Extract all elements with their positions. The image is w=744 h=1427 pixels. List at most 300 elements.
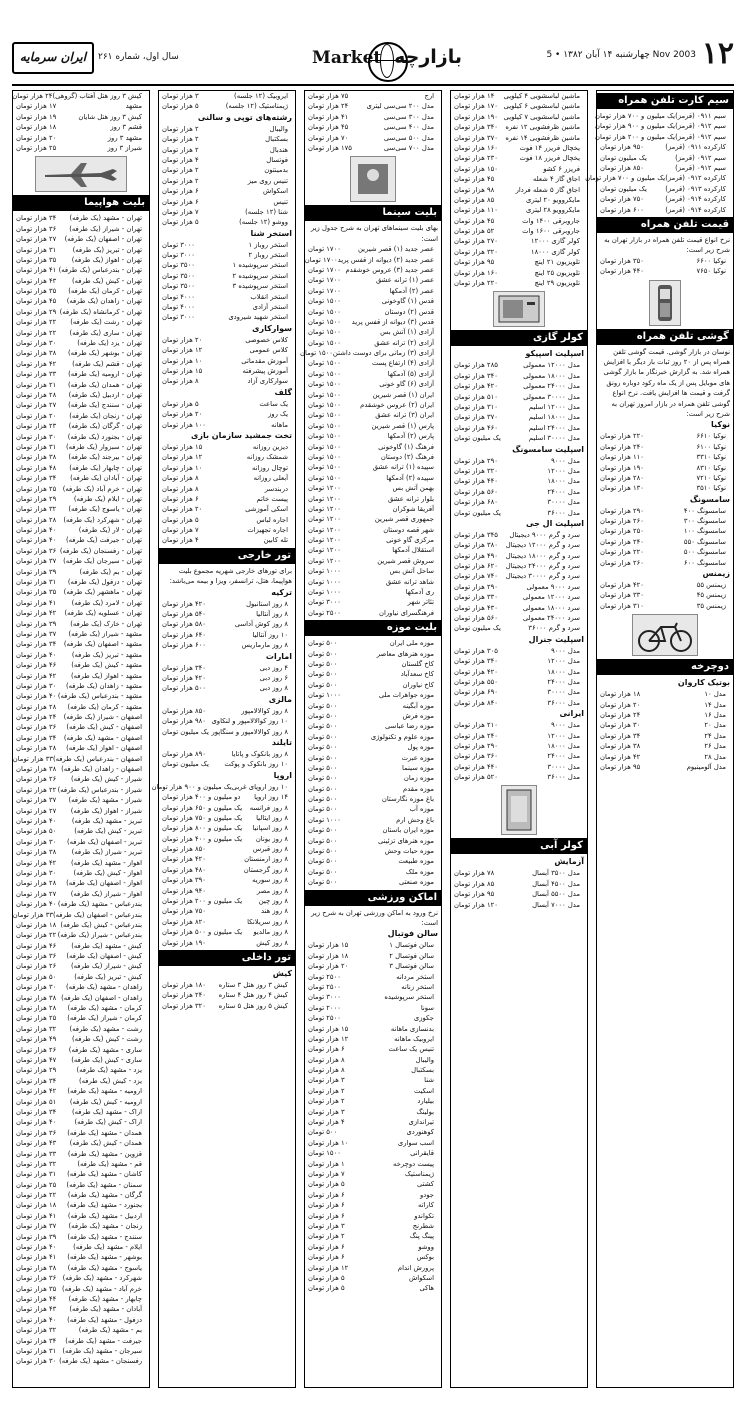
item-price: ۳۰ هزار تومان (600, 721, 641, 730)
subsection-title: تایلند (271, 737, 292, 747)
item-name: سالن فوتسال ۱ (389, 941, 434, 950)
price-row (13, 764, 149, 774)
price-row (305, 327, 441, 337)
price-row (159, 938, 295, 948)
item-price: ۱۵۰۰ تومان (308, 380, 341, 389)
item-name: سالن فوتسال ۳ (389, 962, 434, 971)
item-name: مدل ۱۸۰۰۰ معمولی (523, 371, 580, 380)
item-name: بوکس (416, 1253, 434, 1262)
price-row (159, 494, 295, 504)
price-row (159, 335, 295, 345)
item-price: ۵۰۰ تومان (308, 732, 338, 741)
item-name: آبادان - مشهد (یک طرفه) (69, 1305, 142, 1314)
item-name: اصفهان - بندرعباس (یک طرفه) (53, 754, 142, 763)
item-name: موزه ملی ایران (389, 639, 434, 648)
item-price: ۲۵۰۰ تومان (308, 972, 341, 981)
item-name: ۴ روز دبی (259, 663, 288, 672)
item-price: ۱۷۰۰ تومان (308, 265, 341, 274)
item-name: قایقرانی (410, 1149, 434, 1158)
item-price: ۱۸ هزار تومان (16, 123, 57, 132)
item-name: شیراز - اهواز (یک طرفه) (70, 806, 142, 815)
item-price: ۲ هزار تومان (308, 1097, 345, 1106)
item-price: ۲۶۰ هزار تومان (600, 517, 644, 526)
price-row (13, 286, 149, 296)
price-row (305, 1273, 441, 1283)
item-price: ۳۵ هزار تومان (16, 287, 57, 296)
item-name: تهران - آبادان (یک طرفه) (70, 474, 142, 483)
price-row (305, 112, 441, 122)
price-row (451, 91, 587, 101)
price-row (13, 265, 149, 275)
price-row (451, 153, 587, 163)
item-price: ۱۵۰۰ تومان (308, 328, 341, 337)
item-name: استخر سرپوشیده ۱ (232, 261, 288, 270)
item-price: ۴۰ هزار تومان (16, 1315, 57, 1324)
item-price: ۴ هزار تومان (308, 1118, 345, 1127)
price-row (451, 236, 587, 246)
item-price: ۱۵۰۰ تومان (308, 307, 341, 316)
item-price: ۶ هزار تومان (162, 494, 199, 503)
item-price: ۲۸ هزار تومان (16, 515, 57, 524)
item-name: تهران - زنجان (یک طرفه) (69, 411, 142, 420)
price-row (13, 1128, 149, 1138)
item-name: نوکیا ۳۳۱۰ (696, 453, 726, 462)
item-price: یک میلیون و ۷۰۰ هزار تومان (585, 174, 666, 183)
item-price: ۳۰۵ هزار تومان (454, 646, 498, 655)
item-price: ۱۸ هزار تومان (16, 1201, 57, 1210)
price-row (305, 307, 441, 317)
price-row (13, 380, 149, 390)
price-row (451, 101, 587, 111)
item-price: ۱۵۰۰ تومان (300, 349, 333, 358)
price-row (305, 1263, 441, 1273)
price-row (597, 558, 733, 568)
item-price: ۳۶ هزار تومان (16, 723, 57, 732)
price-row (159, 640, 295, 650)
price-row (305, 753, 441, 763)
item-price: ۵۰۰ تومان (308, 1128, 338, 1137)
item-price: ۲۲۰ هزار تومان (454, 279, 498, 288)
item-name: تهران - اردبیل (یک طرفه) (68, 390, 142, 399)
item-name: مشهد - شیراز (یک طرفه) (68, 629, 142, 638)
item-name: کولر گازی ۱۸۰۰۰ (530, 247, 580, 256)
price-row (159, 302, 295, 312)
item-price: ۹۵ هزار تومان (454, 258, 495, 267)
item-price: ۳۹ هزار تومان (16, 567, 57, 576)
item-price: یک میلیون و ۷۵۰ هزار تومان (162, 813, 243, 822)
item-price: ۸ هزار تومان (308, 1055, 345, 1064)
item-name: مدل ۵۵۰۰ آبسال (532, 890, 580, 899)
item-price: ۱۷۰۰ تومان (308, 276, 341, 285)
item-name: نوکیا ۶۱۰۰ (696, 442, 726, 451)
item-price: ۳۰۰۰ تومان (308, 598, 341, 607)
subsection-title: اسپلیت سامسونگ (512, 444, 584, 454)
price-row (13, 993, 149, 1003)
item-name: موزه عبرت (401, 753, 434, 762)
price-row (13, 442, 149, 452)
item-price: ۵ هزار تومان (162, 515, 199, 524)
item-price: ۴۶۰ هزار تومان (454, 423, 498, 432)
item-name: تهران - گرگان (یک طرفه) (68, 422, 142, 431)
item-price: ۱۴ هزار تومان (454, 92, 495, 100)
price-row (13, 1200, 149, 1210)
item-name: مشهد - اصفهان (یک طرفه) (63, 640, 142, 649)
price-row (305, 265, 441, 275)
item-name: اهواز - اصفهان (یک طرفه) (66, 879, 142, 888)
masthead (12, 34, 734, 86)
item-price: ۴۴۰ هزار تومان (600, 267, 644, 276)
section-note: نرخ انواع قیمت تلفن همراه در بازار تهران به شرح زیر است: (604, 235, 730, 255)
item-price: ۴۴ هزار تومان (16, 1294, 57, 1303)
item-name: بندرعباس - اصفهان (یک طرفه) (53, 910, 142, 919)
item-name: تهران - شهرکرد (یک طرفه) (63, 515, 142, 524)
item-price: ۶۰۰ هزار تومان (162, 641, 206, 650)
price-row (451, 603, 587, 613)
price-row (305, 1252, 441, 1262)
item-name: ۸ روز یونان (255, 834, 288, 843)
item-name: عصر جدید (۲) دیوانه از قفس پرید (337, 255, 434, 264)
item-name: ایران (۱) قصر شیرین (372, 390, 434, 399)
item-name: ۱۰ روز بانکوک و پوکت (224, 760, 288, 769)
item-price: ۲۶ هزار تومان (16, 962, 57, 971)
item-name: آزادی (۲) ترانه عشق (374, 338, 434, 347)
item-price: ۷۸ هزار تومان (454, 869, 495, 878)
item-name: تهران - اهواز (یک طرفه) (71, 255, 142, 264)
item-name: نوکیا ۸۳۱۰ (696, 463, 726, 472)
price-row (13, 774, 149, 784)
item-price: ۴۳ هزار تومان (16, 1305, 57, 1314)
item-name: کیش ۵ روز هتل ۵ ستاره (218, 1001, 288, 1010)
item-price: ۱۵۰۰ تومان (308, 401, 341, 410)
price-row (13, 390, 149, 400)
price-row (13, 598, 149, 608)
item-name: آبعلی روزانه (253, 474, 288, 483)
section-header: بلیت موزه (305, 620, 441, 636)
item-price: ۵۰۰ تومان (308, 701, 338, 710)
price-row (597, 163, 733, 173)
item-name: بسکتبال (411, 1066, 434, 1075)
item-name: موزه مقدم (402, 784, 434, 793)
item-name: کیش - تبریز (یک طرفه) (74, 972, 142, 981)
item-price: ۳۶ هزار تومان (16, 224, 57, 233)
price-row (451, 571, 587, 581)
price-row (13, 504, 149, 514)
item-name: آزادی (۱) آتش بس (380, 328, 434, 337)
price-row (305, 431, 441, 441)
item-name: سرد و گرم ۹۰۰۰ دیجیتال (509, 530, 580, 539)
item-price: ۱۷ هزار تومان (16, 102, 57, 111)
section-title-fa: بازارچه (394, 46, 462, 68)
item-price: ۲ هزار تومان (162, 135, 199, 144)
item-name: مدل ۱۲۰۰۰ (547, 657, 580, 666)
price-row (451, 879, 587, 889)
item-name: سیم ۰۹۱۲ (قرمز) (675, 132, 726, 141)
price-row (451, 772, 587, 782)
price-row (13, 546, 149, 556)
item-name: شیراز - بندرعباس (یک طرفه) (57, 785, 142, 794)
item-price: ۲۹۰ هزار تومان (454, 456, 498, 465)
item-name: تهران - بیرجند (یک طرفه) (68, 453, 142, 462)
item-name: چابهار - مشهد (یک طرفه) (68, 1294, 142, 1303)
item-price: ۳۸ هزار تومان (600, 742, 641, 751)
item-name: کارکرده ۰۹۱۳ (قرمز) (665, 184, 726, 193)
price-row (305, 587, 441, 597)
price-row (13, 567, 149, 577)
section-note: بهای بلیت سینماهای تهران به شرح جدول زیر است: (310, 224, 438, 243)
item-price: ۳۰۰۰ تومان (162, 251, 195, 260)
price-row (305, 525, 441, 535)
price-row (13, 1211, 149, 1221)
item-price: ۱۲۰۰ تومان (308, 525, 341, 534)
item-name: تله کابین (263, 536, 288, 545)
price-row (13, 1003, 149, 1013)
price-row (597, 205, 733, 215)
price-row (13, 234, 149, 244)
item-price: ۴۵ هزار تومان (454, 216, 495, 225)
price-row (305, 597, 441, 607)
item-name: سیم ۰۹۱۲ (قرمز) (675, 122, 726, 131)
price-row (13, 494, 149, 504)
price-row (597, 762, 733, 772)
price-row (305, 91, 441, 101)
price-row (597, 256, 733, 266)
item-price: ۴۲ هزار تومان (16, 359, 57, 368)
price-row (159, 292, 295, 302)
price-row (13, 1273, 149, 1283)
price-row (305, 1211, 441, 1221)
item-name: تلویزیون ۲۹ اینچ (534, 279, 580, 288)
item-price: یک میلیون و ۸۰۰ هزار تومان (162, 824, 243, 833)
price-row (597, 431, 733, 441)
item-price: ۴۱ هزار تومان (16, 598, 57, 607)
price-row (597, 442, 733, 452)
item-price: ۹۵ هزار تومان (600, 762, 641, 771)
price-row (305, 473, 441, 483)
item-price: ۴۰ هزار تومان (16, 692, 57, 701)
item-name: مدل ۹۰۰۰ (551, 721, 580, 730)
item-price: ۱۰۰۰ تومان (308, 588, 341, 597)
item-name: مدل ۱۲۰۰۰ (547, 466, 580, 475)
item-name: ری آدمکها (405, 588, 434, 597)
price-row (597, 526, 733, 536)
price-row (305, 972, 441, 982)
price-row (159, 271, 295, 281)
item-price: ۸۵۰ هزار تومان (600, 163, 644, 172)
item-price: ۸ هزار تومان (162, 484, 199, 493)
price-row (305, 244, 441, 254)
item-name: تهران - کیش (یک طرفه) (71, 276, 142, 285)
item-name: کوهنوردی (406, 1128, 434, 1137)
column-3 (300, 90, 442, 1388)
price-row (13, 754, 149, 764)
item-price: ۳۶ هزار تومان (16, 952, 57, 961)
item-name: تلویزیون ۲۱ اینچ (534, 258, 580, 267)
subsection-title: مالزی (268, 694, 292, 704)
item-price: ۱۸ هزار تومان (600, 690, 641, 699)
price-row (13, 889, 149, 899)
item-price: ۵۰۰ تومان (308, 680, 338, 689)
item-name: سامسونگ ۵۵۰ (683, 537, 726, 546)
item-name: ۸ روز مارماریس (241, 641, 288, 650)
item-price: ۲۲ هزار تومان (16, 785, 57, 794)
price-row (13, 535, 149, 545)
item-name: تهران - کرمانشاه (یک طرفه) (59, 307, 142, 316)
item-name: باغ وحش ارم (396, 815, 434, 824)
item-price: ۳۶ هزار تومان (16, 546, 57, 555)
item-name: تهران - خارک (یک طرفه) (70, 619, 142, 628)
item-price: ۲۹۰ هزار تومان (600, 506, 644, 515)
price-row (13, 961, 149, 971)
item-name: مدل ۳۵۰۰ آبسال (532, 869, 580, 878)
item-name: مدل ۱۸۰۰۰ اسلیم (528, 413, 580, 422)
item-price: ۱ هزار تومان (308, 1159, 345, 1168)
price-row (13, 858, 149, 868)
price-row (305, 794, 441, 804)
subsection-title: سوارکاری (252, 323, 292, 333)
section-header: سیم کارت تلفن همراه (597, 93, 733, 109)
price-row (305, 825, 441, 835)
item-name: مدل ۹۰۰۰ (551, 646, 580, 655)
item-name: ماشین ظرفشویی ۱۲ نفره (505, 123, 580, 132)
price-row (305, 836, 441, 846)
item-price: ۲۵۰ هزار تومان (600, 527, 644, 536)
price-row (13, 1055, 149, 1065)
item-name: فرهنگ (۲) دوستان (380, 452, 434, 461)
item-price: ۱۵۰۰ تومان (308, 473, 341, 482)
item-price: ۴۲۰ هزار تومان (162, 855, 206, 864)
item-price: ۱۲۰۰ تومان (308, 515, 341, 524)
price-row (159, 217, 295, 227)
item-price: ۴۰ هزار تومان (16, 536, 57, 545)
item-name: تنیس روی میز (247, 176, 288, 185)
item-price: ۳۲۰ هزار تومان (162, 1001, 206, 1010)
item-name: ساری - مشهد (یک طرفه) (68, 1045, 142, 1054)
price-row (305, 275, 441, 285)
price-row (159, 473, 295, 483)
item-price: ۱۲۰۰ تومان (308, 504, 341, 513)
price-row (597, 266, 733, 276)
item-price: ۲۵ هزار تومان (16, 1014, 57, 1023)
item-price: ۵۰۰ تومان (308, 649, 338, 658)
section-header: کولر آبی (451, 838, 587, 854)
item-name: مدل ۳۰۰۰۰ (547, 498, 580, 507)
price-row (305, 1034, 441, 1044)
item-price: ۲۰ هزار تومان (162, 505, 203, 514)
price-row (305, 784, 441, 794)
item-price: ۸ هزار تومان (162, 474, 199, 483)
item-price: ۳۸ هزار تومان (16, 765, 57, 774)
subsection-title: کیش (272, 968, 292, 978)
item-name: ژیمناستیک (۱۲ جلسه) (225, 102, 288, 111)
item-name: ۸ روز کوالالامپور و سنگاپور (211, 727, 288, 736)
item-name: بندرعباس - شیراز (یک طرفه) (57, 931, 142, 940)
price-row (13, 671, 149, 681)
price-row (585, 173, 733, 183)
price-row (451, 423, 587, 433)
item-price: ۵۰۰ تومان (308, 805, 338, 814)
price-row (13, 338, 149, 348)
price-row (159, 792, 295, 802)
item-name: اصفهان - زاهدان (یک طرفه) (61, 765, 142, 774)
subsection-title: ایرانی (559, 709, 584, 719)
item-name: ۶ روز دبی (259, 674, 288, 682)
item-price: ۲۷ هزار تومان (16, 806, 57, 815)
item-price: ۳۲۰ هزار تومان (454, 466, 498, 475)
item-name: کولر گازی ۱۲۰۰۰ (530, 237, 580, 246)
item-price: ۵۴۰ هزار تومان (162, 610, 206, 619)
price-row (159, 535, 295, 545)
item-price: ۱۲۰ هزار تومان (454, 900, 498, 909)
price-row (305, 1086, 441, 1096)
item-name: ۸ روز ایتالیا (256, 813, 288, 822)
item-name: ۸ روز کوالالامپور (241, 706, 288, 715)
item-name: کیش ۴ روز هتل ۴ ستاره (218, 991, 288, 1000)
item-price: ۳۹ هزار تومان (16, 619, 57, 628)
item-name: اجاق گاز ۴ شعله (532, 175, 580, 184)
price-row (13, 369, 149, 379)
item-price: یک میلیون تومان (162, 760, 209, 769)
price-row (305, 358, 441, 368)
price-row (13, 1045, 149, 1055)
item-name: سامسونگ ۱۰۰ (683, 527, 726, 536)
item-name: ارج (424, 92, 434, 100)
price-row (13, 1232, 149, 1242)
item-name: کرمان - شیراز (یک طرفه) (67, 1014, 142, 1023)
item-name: مدل ۵۰۰ سی‌سی (383, 133, 434, 142)
item-price: ۳۱ هزار تومان (16, 1170, 57, 1179)
item-name: ۸ روز گرجستان (243, 865, 288, 874)
item-price: ۲ هزار تومان (162, 166, 199, 175)
item-name: ۸ روز دبی (259, 684, 288, 693)
price-row (305, 369, 441, 379)
item-price: ۲۳۰ هزار تومان (454, 154, 498, 163)
item-name: ژیمناستیک (404, 1170, 434, 1178)
price-row (13, 101, 149, 111)
price-row (305, 514, 441, 524)
price-row (305, 877, 441, 887)
item-price: ۵۰۰ تومان (308, 847, 338, 856)
item-price: ۲ هزار تومان (162, 145, 199, 154)
item-price: ۲۰ هزار تومان (16, 133, 57, 142)
price-row (597, 590, 733, 600)
item-name: جودو (419, 1190, 434, 1199)
price-row (13, 296, 149, 306)
subsection-title: تخت جمشید سازمان بازی (191, 430, 292, 440)
item-name: ۸ روز بانکوک و پاتایا (231, 749, 288, 758)
item-name: کیش - شیراز (یک طرفه) (70, 962, 142, 971)
item-name: قدس (۱) گاوخونی (381, 297, 434, 306)
item-price: دو میلیون و ۴۰۰ هزار تومان (162, 793, 241, 802)
item-price: ۱۵۰۰ تومان (308, 359, 341, 368)
price-row (451, 551, 587, 561)
item-name: کیش ۳ روز هتل ۳ ستاره (218, 980, 288, 989)
section-header: بلیت سینما (305, 205, 441, 221)
price-row (451, 667, 587, 677)
item-name: مدل ۲۴۰۰۰ (547, 752, 580, 761)
item-price: ۳۴ هزار تومان (16, 214, 57, 223)
item-name: سرد و گرم ۱۸۰۰۰ دیجیتال (505, 551, 580, 560)
price-row (13, 1159, 149, 1169)
price-row (451, 185, 587, 195)
price-row (451, 278, 587, 288)
item-price: ۴ هزار تومان (162, 536, 199, 545)
price-row (159, 759, 295, 769)
item-price: ۱۵۰۰ تومان (308, 432, 341, 441)
price-row (451, 582, 587, 592)
subsection-title: اسپلیت جنرال (528, 634, 584, 644)
item-price: ۸۲۰ هزار تومان (162, 917, 206, 926)
item-name: تهران - لامرد (یک طرفه) (71, 598, 142, 607)
